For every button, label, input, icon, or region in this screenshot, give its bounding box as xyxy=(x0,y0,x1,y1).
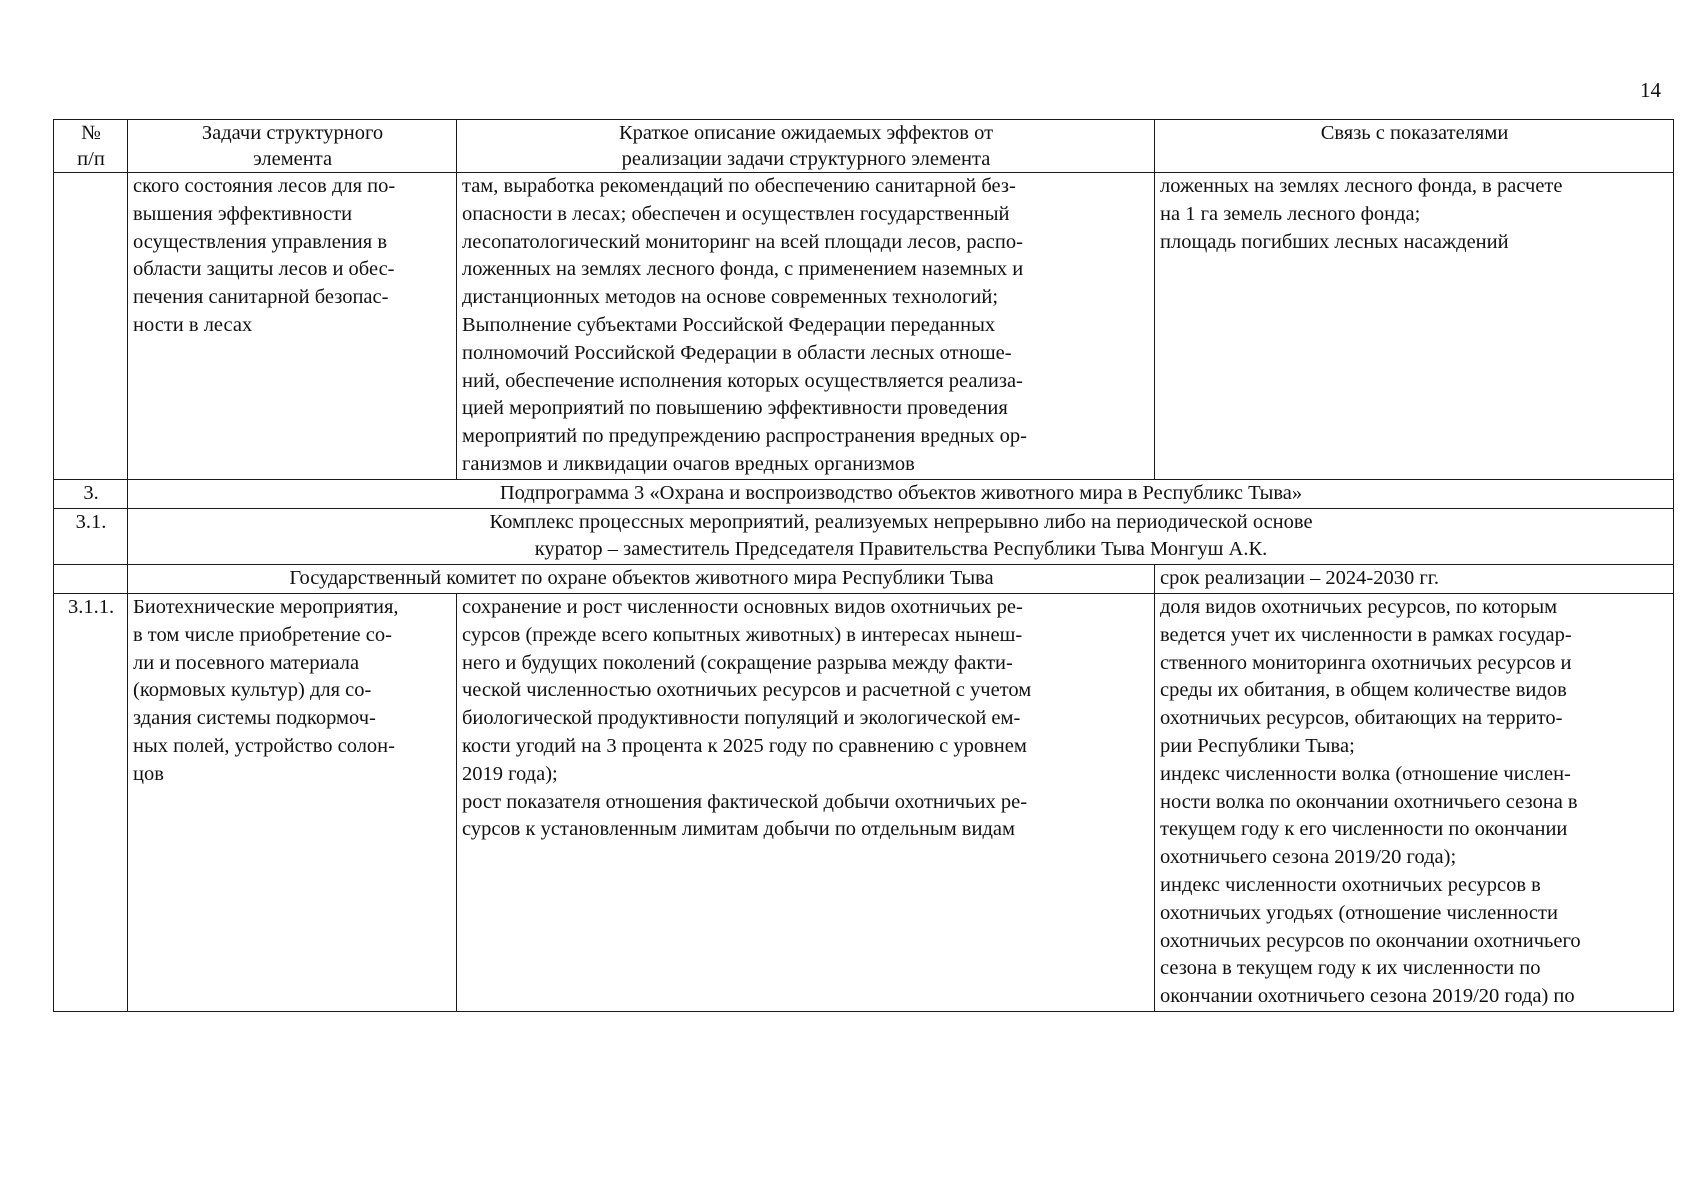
text-line: сурсов (прежде всего копытных животных) в интересах нынеш- xyxy=(462,623,1023,646)
text-line: ложенных на землях лесного фонда, с применением наземных и xyxy=(462,258,1024,281)
text-line: печения санитарной безопас- xyxy=(133,286,389,309)
table-header-row xyxy=(54,120,1674,173)
row-number: 3.1.1. xyxy=(54,593,128,1011)
text-line: ганизмов и ликвидации очагов вредных организмов xyxy=(462,452,915,475)
text-line: лесопатологический мониторинг на всей площади лесов, распо- xyxy=(462,230,1023,253)
text-line: области защиты лесов и обес- xyxy=(133,258,395,281)
text-line: здания системы подкормоч- xyxy=(133,707,376,730)
text-line: 2019 года); xyxy=(462,762,558,785)
text-line: ных полей, устройство солон- xyxy=(133,734,395,757)
table-row-responsible xyxy=(54,565,1674,594)
text-line: площадь погибших лесных насаждений xyxy=(1160,230,1509,253)
text-line: охотничьих ресурсов по окончании охотничьего xyxy=(1160,929,1581,952)
text-line: ли и посевного материала xyxy=(133,651,360,674)
text-line: цией мероприятий по повышению эффективности проведения xyxy=(462,397,1008,420)
text-line: там, выработка рекомендаций по обеспечению санитарной без- xyxy=(462,175,1016,197)
indicators-cell xyxy=(1155,173,1674,480)
text-line: индекс численности охотничьих ресурсов в xyxy=(1160,873,1541,896)
row-number xyxy=(54,173,128,480)
text-line: Выполнение субъектами Российской Федерации переданных xyxy=(462,313,996,336)
effects-cell xyxy=(457,593,1155,1011)
text-line: охотничьего сезона 2019/20 года); xyxy=(1160,846,1457,869)
row-number xyxy=(54,565,128,594)
text-line: доля видов охотничьих ресурсов, по которым xyxy=(1160,595,1558,618)
text-line: охотничьих угодьях (отношение численности xyxy=(1160,901,1558,924)
text-line: в том числе приобретение со- xyxy=(133,623,392,646)
indicators-cell xyxy=(1155,593,1674,1011)
text-line: ведется учет их численности в рамках государ- xyxy=(1160,623,1572,646)
text-line: сурсов к установленным лимитам добычи по отдельным видам xyxy=(462,818,1015,841)
text-line: осуществления управления в xyxy=(133,230,388,253)
row-number: 3.1. xyxy=(54,508,128,565)
text-line: него и будущих поколений (сокращение разрыва между факти- xyxy=(462,651,1013,674)
responsible-organization: Государственный комитет по охране объектов животного мира Республики Тыва xyxy=(128,565,1155,594)
table-row-task xyxy=(54,593,1674,1011)
table-row-complex xyxy=(54,508,1674,565)
text-line: опасности в лесах; обеспечен и осуществлен государственный xyxy=(462,202,1010,225)
text-line: ности волка по окончании охотничьего сезона в xyxy=(1160,790,1578,813)
text-line: биологической продуктивности популяций и экологической ем- xyxy=(462,707,1021,730)
structural-elements-table xyxy=(53,119,1674,1012)
subprogram-title: Подпрограмма 3 «Охрана и воспроизводство объектов животного мира в Республикс Тыва» xyxy=(128,479,1674,508)
text-line: дистанционных методов на основе современных технологий; xyxy=(462,286,999,309)
text-line: ственного мониторинга охотничьих ресурсов и xyxy=(1160,651,1572,674)
implementation-term: срок реализации – 2024-2030 гг. xyxy=(1155,565,1674,594)
page-number: 14 xyxy=(1640,78,1661,102)
text-line: индекс численности волка (отношение числен- xyxy=(1160,762,1571,785)
text-line: охотничьих ресурсов, обитающих на террито- xyxy=(1160,707,1563,730)
text-line: окончании охотничьего сезона 2019/20 года) по xyxy=(1160,985,1575,1008)
row-number: 3. xyxy=(54,479,128,508)
text-line: (кормовых культур) для со- xyxy=(133,679,372,702)
effects-cell xyxy=(457,173,1155,480)
text-line: кости угодий на 3 процента к 2025 году по сравнению с уровнем xyxy=(462,734,1027,757)
header-tasks: Задачи структурного элемента xyxy=(128,120,457,173)
complex-title xyxy=(128,508,1674,565)
text-line: Биотехнические мероприятия, xyxy=(133,595,399,618)
text-line: вышения эффективности xyxy=(133,202,353,225)
task-cell xyxy=(128,593,457,1011)
text-line: ческой численностью охотничьих ресурсов и расчетной с учетом xyxy=(462,679,1032,702)
text-line: на 1 га земель лесного фонда; xyxy=(1160,202,1421,225)
text-line: ности в лесах xyxy=(133,313,253,336)
text-line: полномочий Российской Федерации в области лесных отноше- xyxy=(462,341,1012,364)
text-line: сезона в текущем году к их численности по xyxy=(1160,957,1541,980)
header-number: № п/п xyxy=(54,120,128,173)
curator-line: куратор – заместитель Председателя Правительства Республики Тыва Монгуш А.К. xyxy=(534,538,1268,561)
text-line: рост показателя отношения фактической добычи охотничьих ре- xyxy=(462,790,1028,813)
text-line: рии Республики Тыва; xyxy=(1160,734,1355,757)
text-line: ложенных на землях лесного фонда, в расчете xyxy=(1160,175,1563,197)
text-line: текущем году к его численности по окончании xyxy=(1160,818,1568,841)
text-line: ний, обеспечение исполнения которых осуществляется реализа- xyxy=(462,369,1023,392)
text-line: цов xyxy=(133,762,164,785)
header-indicators: Связь с показателями xyxy=(1155,120,1674,173)
text-line: ского состояния лесов для по- xyxy=(133,175,396,197)
header-effects: Краткое описание ожидаемых эффектов от реализации задачи структурного элемента xyxy=(457,120,1155,173)
complex-title-line: Комплекс процессных мероприятий, реализуемых непрерывно либо на периодической основе xyxy=(489,510,1313,533)
text-line: мероприятий по предупреждению распространения вредных ор- xyxy=(462,425,1027,448)
text-line: сохранение и рост численности основных видов охотничьих ре- xyxy=(462,595,1023,618)
table-row-subprogram xyxy=(54,479,1674,508)
task-cell xyxy=(128,173,457,480)
table-row-continued xyxy=(54,173,1674,480)
text-line: среды их обитания, в общем количестве видов xyxy=(1160,679,1567,702)
